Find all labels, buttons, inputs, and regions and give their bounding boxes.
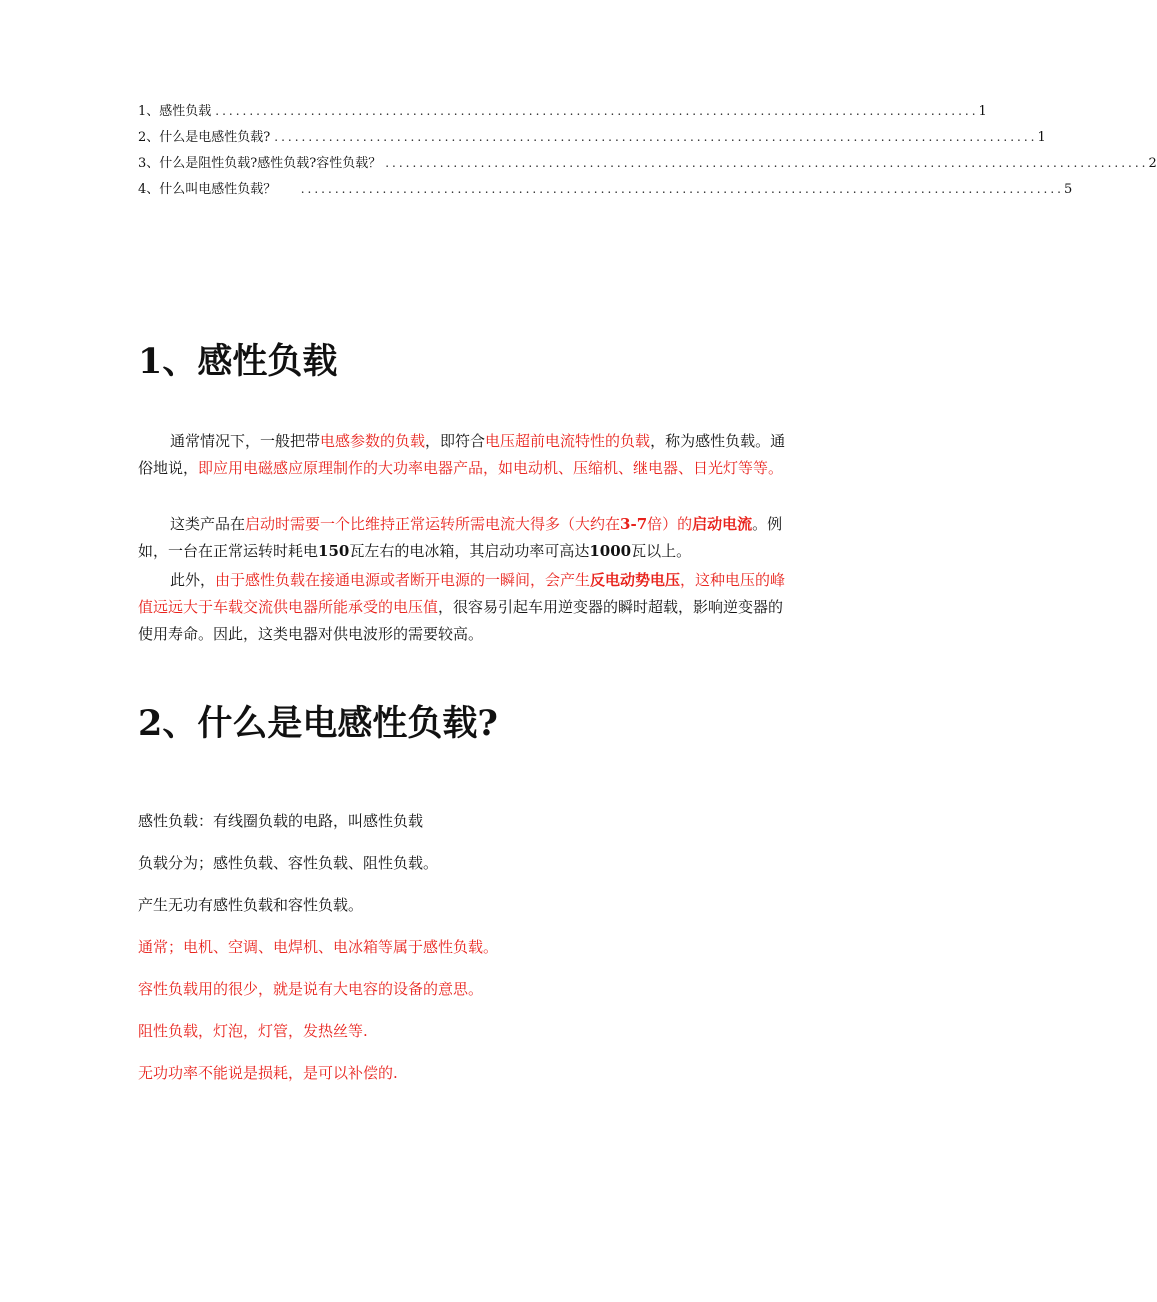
number-text: 1000 — [589, 542, 632, 560]
section-2-line-highlight: 容性负载用的很少，就是说有大电容的设备的意思。 — [138, 980, 484, 998]
toc-entry-title: 什么是电感性负载? — [159, 130, 271, 145]
highlight-text: 电感参数的负载 — [320, 432, 426, 450]
text-run: ，很容易引起车用逆变器的瞬时超载，影响逆变器的使用寿命。因此，这类电器对供电波形的需要较高。 — [138, 598, 784, 643]
highlight-text: 倍）的 — [647, 515, 693, 533]
number-text: 150 — [318, 542, 350, 560]
section-2-line: 感性负载：有线圈负载的电路，叫感性负载 — [138, 812, 424, 830]
section-2-line-highlight: 无功功率不能说是损耗，是可以补偿的. — [138, 1064, 398, 1082]
toc-entry-number: 3、 — [138, 156, 160, 171]
highlight-text: ，这种电压的峰值远远大于车载交流供电器所能承受的电压值 — [138, 571, 786, 616]
toc-leader-dots: ................................................................................................................ — [274, 130, 1038, 144]
section-1-heading: 1、感性负载 — [138, 341, 338, 382]
text-run: 瓦左右的电冰箱，其启动功率可高达 — [349, 542, 590, 560]
toc-entry[interactable] — [138, 100, 987, 126]
text-run: 此外， — [170, 571, 216, 589]
toc-leader-dots: ................................................................................................................ — [385, 156, 1149, 170]
text-run: 这类产品在 — [170, 515, 246, 533]
toc-entry-page: 1 — [978, 104, 987, 119]
section-2-line: 产生无功有感性负载和容性负载。 — [138, 896, 364, 914]
toc-entry[interactable] — [138, 178, 1073, 204]
toc-leader-dots: ................................................................................................................ — [215, 104, 979, 118]
toc-entry[interactable] — [138, 126, 1046, 152]
highlight-text: 电压超前电流特性的负载 — [485, 432, 651, 450]
toc-entry-page: 1 — [1037, 130, 1046, 145]
section-1-paragraph-3 — [138, 567, 798, 648]
toc-entry-title: 感性负载 — [159, 104, 212, 119]
text-run: ，称为感性负载。通俗地说， — [138, 432, 786, 477]
text-run: 通常情况下，一般把带 — [170, 432, 321, 450]
toc-entry-number: 4、 — [138, 182, 160, 197]
toc-entry-page: 2 — [1148, 156, 1157, 171]
highlight-text: 由于感性负载在接通电源或者断开电源的一瞬间，会产生 — [215, 571, 591, 589]
toc-entry-title: 什么是阻性负载?感性负载?容性负载？ — [159, 156, 382, 171]
highlight-bold-text: 启动电流 — [692, 515, 753, 533]
highlight-bold-text: 反电动势电压 — [590, 571, 681, 589]
highlight-bold-text: 3-7 — [620, 515, 648, 533]
text-run: 瓦以上。 — [631, 542, 692, 560]
section-2-line-highlight: 通常；电机、空调、电焊机、电冰箱等属于感性负载。 — [138, 938, 499, 956]
section-2-line: 负载分为；感性负载、容性负载、阻性负载。 — [138, 854, 439, 872]
toc-entry-number: 1、 — [138, 104, 160, 119]
toc-entry-number: 2、 — [138, 130, 160, 145]
section-1-paragraph-1 — [138, 428, 798, 482]
toc-entry[interactable] — [138, 152, 1157, 178]
toc-entry-title: 什么叫电感性负载？ — [159, 182, 277, 197]
section-1-paragraph-2 — [138, 511, 798, 565]
section-2-line-highlight: 阻性负载，灯泡，灯管，发热丝等. — [138, 1022, 368, 1040]
text-run: 。例如，一台在正常运转时耗电 — [138, 515, 783, 560]
highlight-text: 启动时需要一个比维持正常运转所需电流大得多（大约在 — [245, 515, 621, 533]
toc-leader-dots: ................................................................................................................ — [280, 182, 1064, 196]
table-of-contents — [138, 100, 1157, 204]
section-2-heading: 2、什么是电感性负载? — [138, 703, 498, 744]
text-run: ，即符合 — [425, 432, 486, 450]
highlight-text: 即应用电磁感应原理制作的大功率电器产品，如电动机、压缩机、继电器、日光灯等等。 — [198, 459, 784, 477]
toc-entry-page: 5 — [1063, 182, 1073, 197]
